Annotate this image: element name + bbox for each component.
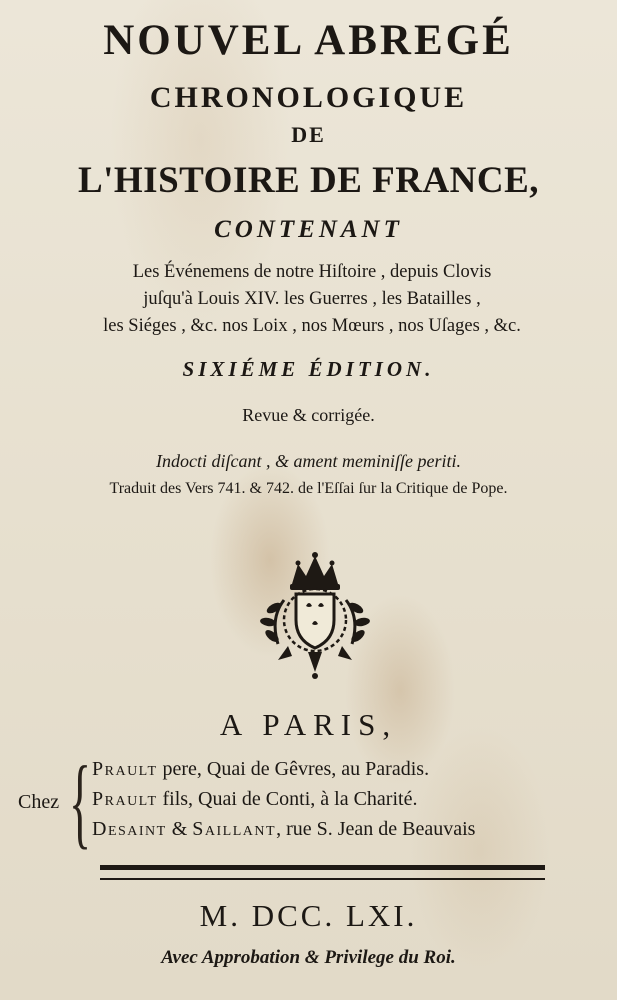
description-line-1: Les Événemens de notre Hiſtoire , depuis Clovis: [132, 262, 492, 282]
title-line-2: CHRONOLOGIQUE: [149, 81, 468, 114]
description-line-3: les Siéges , &c. nos Loix , nos Mœurs , nos Uſages , &c.: [103, 316, 521, 336]
title-line-4: L'HISTOIRE DE FRANCE,: [77, 160, 540, 201]
edition-statement: SIXIÉME ÉDITION.: [182, 357, 435, 381]
publisher-line-2: [92, 788, 417, 811]
title-line-3: DE: [291, 122, 326, 147]
publisher-ampersand: &: [166, 818, 193, 840]
publisher-line-1: [92, 758, 429, 781]
thick-rule: [100, 865, 545, 870]
publisher-address: , rue S. Jean de Beauvais: [276, 818, 476, 840]
description-line-2: juſqu'à Louis XIV. les Guerres , les Batailles ,: [143, 289, 481, 309]
thin-rule: [100, 878, 545, 880]
publisher-address: pere, Quai de Gêvres, au Paradis.: [157, 758, 430, 780]
title-line-5: CONTENANT: [214, 216, 403, 243]
brace-icon: {: [69, 746, 92, 859]
place-of-publication: A PARIS,: [219, 707, 398, 742]
latin-quote: Indocti diſcant , & ament meminiſſe periti.: [156, 451, 461, 471]
publisher-name: Desaint: [92, 818, 167, 840]
publisher-address: fils, Quai de Conti, à la Charité.: [157, 788, 418, 810]
royal-coat-of-arms-icon: [248, 548, 382, 682]
title-line-1: NOUVEL ABREGÉ: [103, 17, 514, 64]
revision-note: Revue & corrigée.: [242, 405, 375, 425]
publisher-name: Prault: [92, 758, 158, 780]
chez-label: Chez: [18, 791, 60, 813]
publisher-name-2: Saillant: [192, 818, 277, 840]
publisher-line-3: [92, 818, 475, 841]
translation-note: Traduit des Vers 741. & 742. de l'Eſſai ſur la Critique de Pope.: [109, 480, 508, 497]
approbation-note: Avec Approbation & Privilege du Roi.: [161, 947, 456, 968]
publisher-name: Prault: [92, 788, 158, 810]
publication-year: M. DCC. LXI.: [199, 898, 418, 933]
